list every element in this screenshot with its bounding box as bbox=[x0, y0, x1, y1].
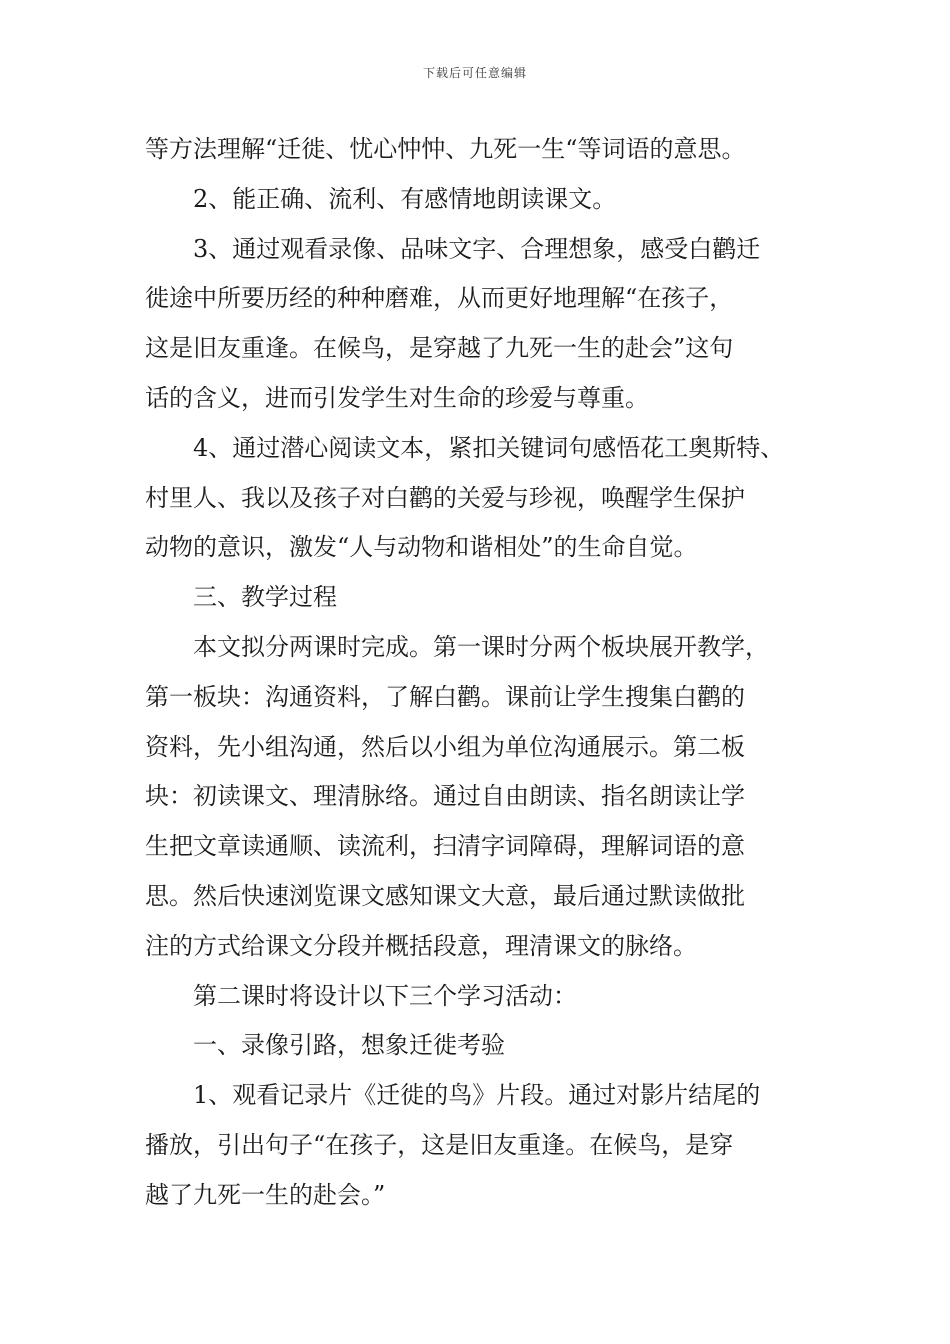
text-line: 第一板块：沟通资料，了解白鹳。课前让学生搜集白鹳的 bbox=[145, 682, 745, 711]
text-line: 动物的意识，激发“人与动物和谐相处”的生命自觉。 bbox=[145, 533, 698, 562]
text-line: 4、通过潜心阅读文本，紧扣关键词句感悟花工奥斯特、 bbox=[145, 433, 785, 462]
text-line: 生把文章读通顺、读流利，扫清字词障碍，理解词语的意 bbox=[145, 832, 745, 861]
section-heading: 三、教学过程 bbox=[145, 583, 337, 612]
text-line: 注的方式给课文分段并概括段意，理清课文的脉络。 bbox=[145, 931, 697, 960]
text-line: 徙途中所要历经的种种磨难，从而更好地理解“在孩子， bbox=[145, 284, 734, 313]
text-line: 村里人、我以及孩子对白鹳的关爱与珍视，唤醒学生保护 bbox=[145, 483, 745, 512]
text-line: 3、通过观看录像、品味文字、合理想象，感受白鹳迁 bbox=[145, 234, 761, 263]
text-line: 块：初读课文、理清脉络。通过自由朗读、指名朗读让学 bbox=[145, 782, 745, 811]
text-line: 第二课时将设计以下三个学习活动： bbox=[145, 981, 577, 1010]
text-line: 等方法理解“迁徙、忧心忡忡、九死一生“等词语的意思。 bbox=[145, 135, 746, 163]
text-line: 1、观看记录片《迁徙的鸟》片段。通过对影片结尾的 bbox=[145, 1081, 761, 1110]
text-line: 话的含义，进而引发学生对生命的珍爱与尊重。 bbox=[145, 383, 649, 412]
text-line: 越了九死一生的赴会。” bbox=[145, 1180, 386, 1209]
text-line: 播放，引出句子“在孩子，这是旧友重逢。在候鸟，是穿 bbox=[145, 1130, 734, 1159]
text-line: 思。然后快速浏览课文感知课文大意，最后通过默读做批 bbox=[145, 881, 745, 910]
text-line: 2、能正确、流利、有感情地朗读课文。 bbox=[145, 184, 617, 213]
document-body bbox=[145, 125, 835, 1221]
text-line: 本文拟分两课时完成。第一课时分两个板块展开教学， bbox=[145, 632, 769, 661]
section-heading: 一、录像引路，想象迁徙考验 bbox=[145, 1031, 505, 1060]
text-line: 这是旧友重逢。在候鸟，是穿越了九死一生的赴会”这句 bbox=[145, 334, 734, 363]
text-line: 资料，先小组沟通，然后以小组为单位沟通展示。第二板 bbox=[145, 732, 745, 761]
page-header: 下载后可任意编辑 bbox=[422, 66, 527, 80]
